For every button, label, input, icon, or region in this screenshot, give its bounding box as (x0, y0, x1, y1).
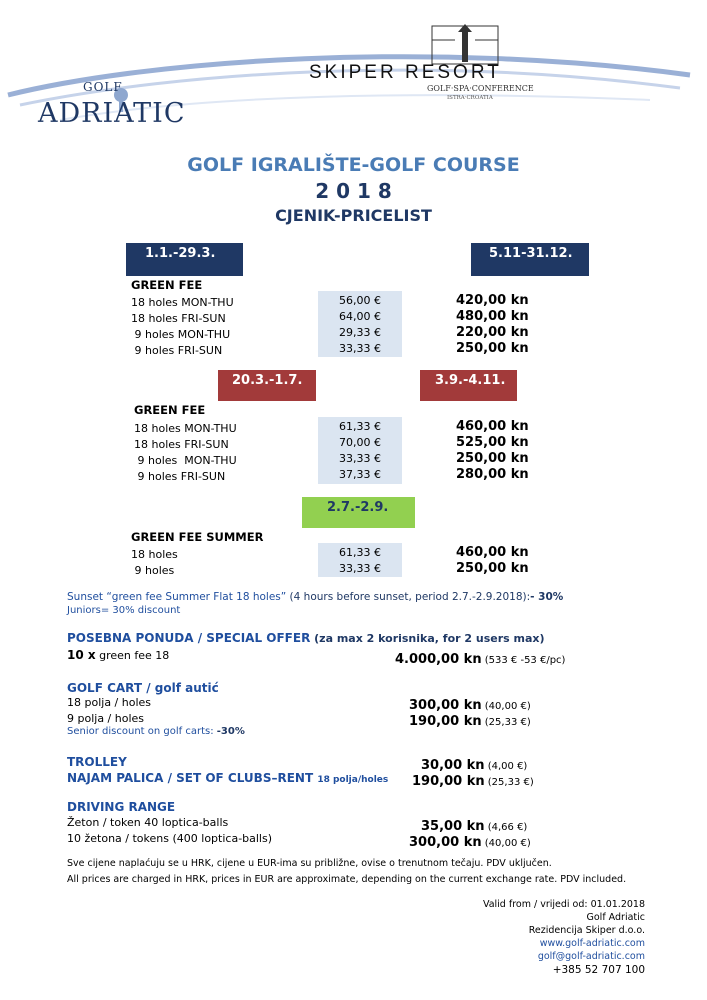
special-offer-heading (67, 631, 545, 645)
kn-price: 280,00 kn (456, 467, 529, 482)
section-heading-green-fee: GREEN FEE (134, 403, 206, 417)
disclaimer-en: All prices are charged in HRK, prices in EUR are approximate, depending on the current exchange rate. PDV included. (67, 874, 627, 885)
kn-price: 35,00 kn (421, 819, 485, 834)
eur-price: 37,33 € (339, 468, 381, 481)
page-title: GOLF IGRALIŠTE-GOLF COURSE (187, 154, 520, 176)
eur-price: 29,33 € (339, 326, 381, 339)
disclaimer-hr: Sve cijene naplaćuju se u HRK, cijene u EUR-ima su približne, ovise o trenutnom tečaju. PDV uključen. (67, 858, 552, 869)
kn-price: 420,00 kn (456, 293, 529, 308)
trolley-label: TROLLEY (67, 755, 127, 769)
section-heading-green-fee: GREEN FEE (131, 278, 203, 292)
eur-price: 56,00 € (339, 294, 381, 307)
eur-price: (40,00 €) (481, 838, 531, 849)
price-label: 9 holes FRI-SUN (131, 344, 223, 357)
pricelist-title: CJENIK-PRICELIST (275, 206, 432, 225)
eur-price: (4,00 €) (484, 761, 528, 772)
special-offer-qty: 10 x (67, 648, 96, 662)
golf-cart-heading: GOLF CART / golf autić (67, 681, 219, 695)
section-heading-green-fee-summer: GREEN FEE SUMMER (131, 530, 264, 544)
price-label: 18 holes FRI-SUN (134, 438, 229, 451)
kn-price: 300,00 kn (409, 698, 482, 713)
kn-price: 220,00 kn (456, 325, 529, 340)
kn-price: 460,00 kn (456, 545, 529, 560)
special-offer-price (395, 648, 565, 667)
senior-discount-label: Senior discount on golf carts: (67, 726, 217, 737)
price-label: Žeton / token 40 loptica-balls (67, 816, 229, 829)
price-label: 18 holes FRI-SUN (131, 312, 226, 325)
resort-location: ISTRA·CROATIA (447, 95, 493, 101)
sunset-note-label: Sunset “green fee Summer Flat 18 holes” (67, 591, 287, 603)
price-label: 9 polja / holes (67, 712, 145, 725)
kn-price: 30,00 kn (421, 758, 485, 773)
clubs-rent-holes: 18 polja/holes (317, 775, 389, 785)
email-link[interactable]: golf@golf-adriatic.com (537, 951, 645, 962)
juniors-note: Juniors= 30% discount (67, 605, 181, 616)
eur-price: 33,33 € (339, 562, 381, 575)
phone-number: +385 52 707 100 (552, 964, 645, 976)
eur-price: (40,00 €) (481, 701, 531, 712)
kn-price: 300,00 kn (409, 835, 482, 850)
cart-price (409, 710, 531, 729)
kn-price: 460,00 kn (456, 419, 529, 434)
price-label: 9 holes MON-THU (134, 454, 237, 467)
price-label: 18 holes MON-THU (131, 296, 234, 309)
website-link[interactable]: www.golf-adriatic.com (539, 938, 645, 949)
valid-from: Valid from / vrijedi od: 01.01.2018 (482, 899, 645, 910)
senior-discount-note (67, 726, 245, 737)
eur-price: 70,00 € (339, 436, 381, 449)
eur-price: 61,33 € (339, 546, 381, 559)
eur-price: 33,33 € (339, 452, 381, 465)
sunset-note-period: (4 hours before sunset, period 2.7.-2.9.2018): (286, 591, 531, 603)
special-offer-item (67, 648, 169, 662)
kn-price: 250,00 kn (456, 451, 529, 466)
period-badge-nov-dec: 5.11-31.12. (471, 243, 589, 276)
special-offer-eur: (533 € -53 €/pc) (481, 655, 566, 666)
price-label: 18 holes (131, 548, 178, 561)
special-offer-kn: 4.000,00 kn (395, 652, 482, 667)
kn-price: 525,00 kn (456, 435, 529, 450)
clubs-rent-label (67, 771, 388, 785)
special-offer-condition: (za max 2 korisnika, for 2 users max) (310, 632, 545, 645)
price-label: 9 holes MON-THU (131, 328, 231, 341)
kn-price: 480,00 kn (456, 309, 529, 324)
resort-tagline: GOLF·SPA·CONFERENCE (427, 84, 534, 93)
price-label: 9 holes (131, 564, 175, 577)
eur-price: 61,33 € (339, 420, 381, 433)
kn-price: 250,00 kn (456, 341, 529, 356)
kn-price: 250,00 kn (456, 561, 529, 576)
eur-price: 64,00 € (339, 310, 381, 323)
eur-price: (25,33 €) (481, 717, 531, 728)
period-badge-mar-jul: 20.3.-1.7. (218, 370, 316, 401)
golf-logo-small: GOLF (83, 80, 123, 94)
period-badge-sep-nov: 3.9.-4.11. (420, 370, 517, 401)
kn-price: 190,00 kn (409, 714, 482, 729)
sunset-note (67, 591, 563, 603)
company-name: Golf Adriatic (586, 912, 645, 923)
clubs-rent-title: NAJAM PALICA / SET OF CLUBS–RENT (67, 771, 318, 785)
senior-discount-value: -30% (216, 726, 245, 737)
special-offer-desc: green fee 18 (95, 649, 170, 662)
sunset-discount: - 30% (530, 591, 564, 603)
period-badge-summer: 2.7.-2.9. (302, 497, 415, 528)
year-title: 2 0 1 8 (315, 179, 392, 203)
special-offer-title: POSEBNA PONUDA / SPECIAL OFFER (67, 631, 311, 645)
eur-price: (25,33 €) (484, 777, 534, 788)
kn-price: 190,00 kn (412, 774, 485, 789)
driving-range-heading: DRIVING RANGE (67, 800, 176, 814)
golf-adriatic-logo: ADRIATIC (38, 98, 186, 129)
period-badge-jan-mar: 1.1.-29.3. (126, 243, 243, 276)
company-legal-name: Rezidencija Skiper d.o.o. (528, 925, 645, 936)
price-label: 10 žetona / tokens (400 loptica-balls) (67, 832, 273, 845)
eur-price: 33,33 € (339, 342, 381, 355)
eur-price: (4,66 €) (484, 822, 528, 833)
resort-name: SKIPER RESORT (309, 62, 502, 83)
price-label: 9 holes FRI-SUN (134, 470, 226, 483)
clubs-rent-price (412, 770, 534, 789)
range-price (409, 831, 531, 850)
price-label: 18 holes MON-THU (134, 422, 237, 435)
price-label: 18 polja / holes (67, 696, 152, 709)
